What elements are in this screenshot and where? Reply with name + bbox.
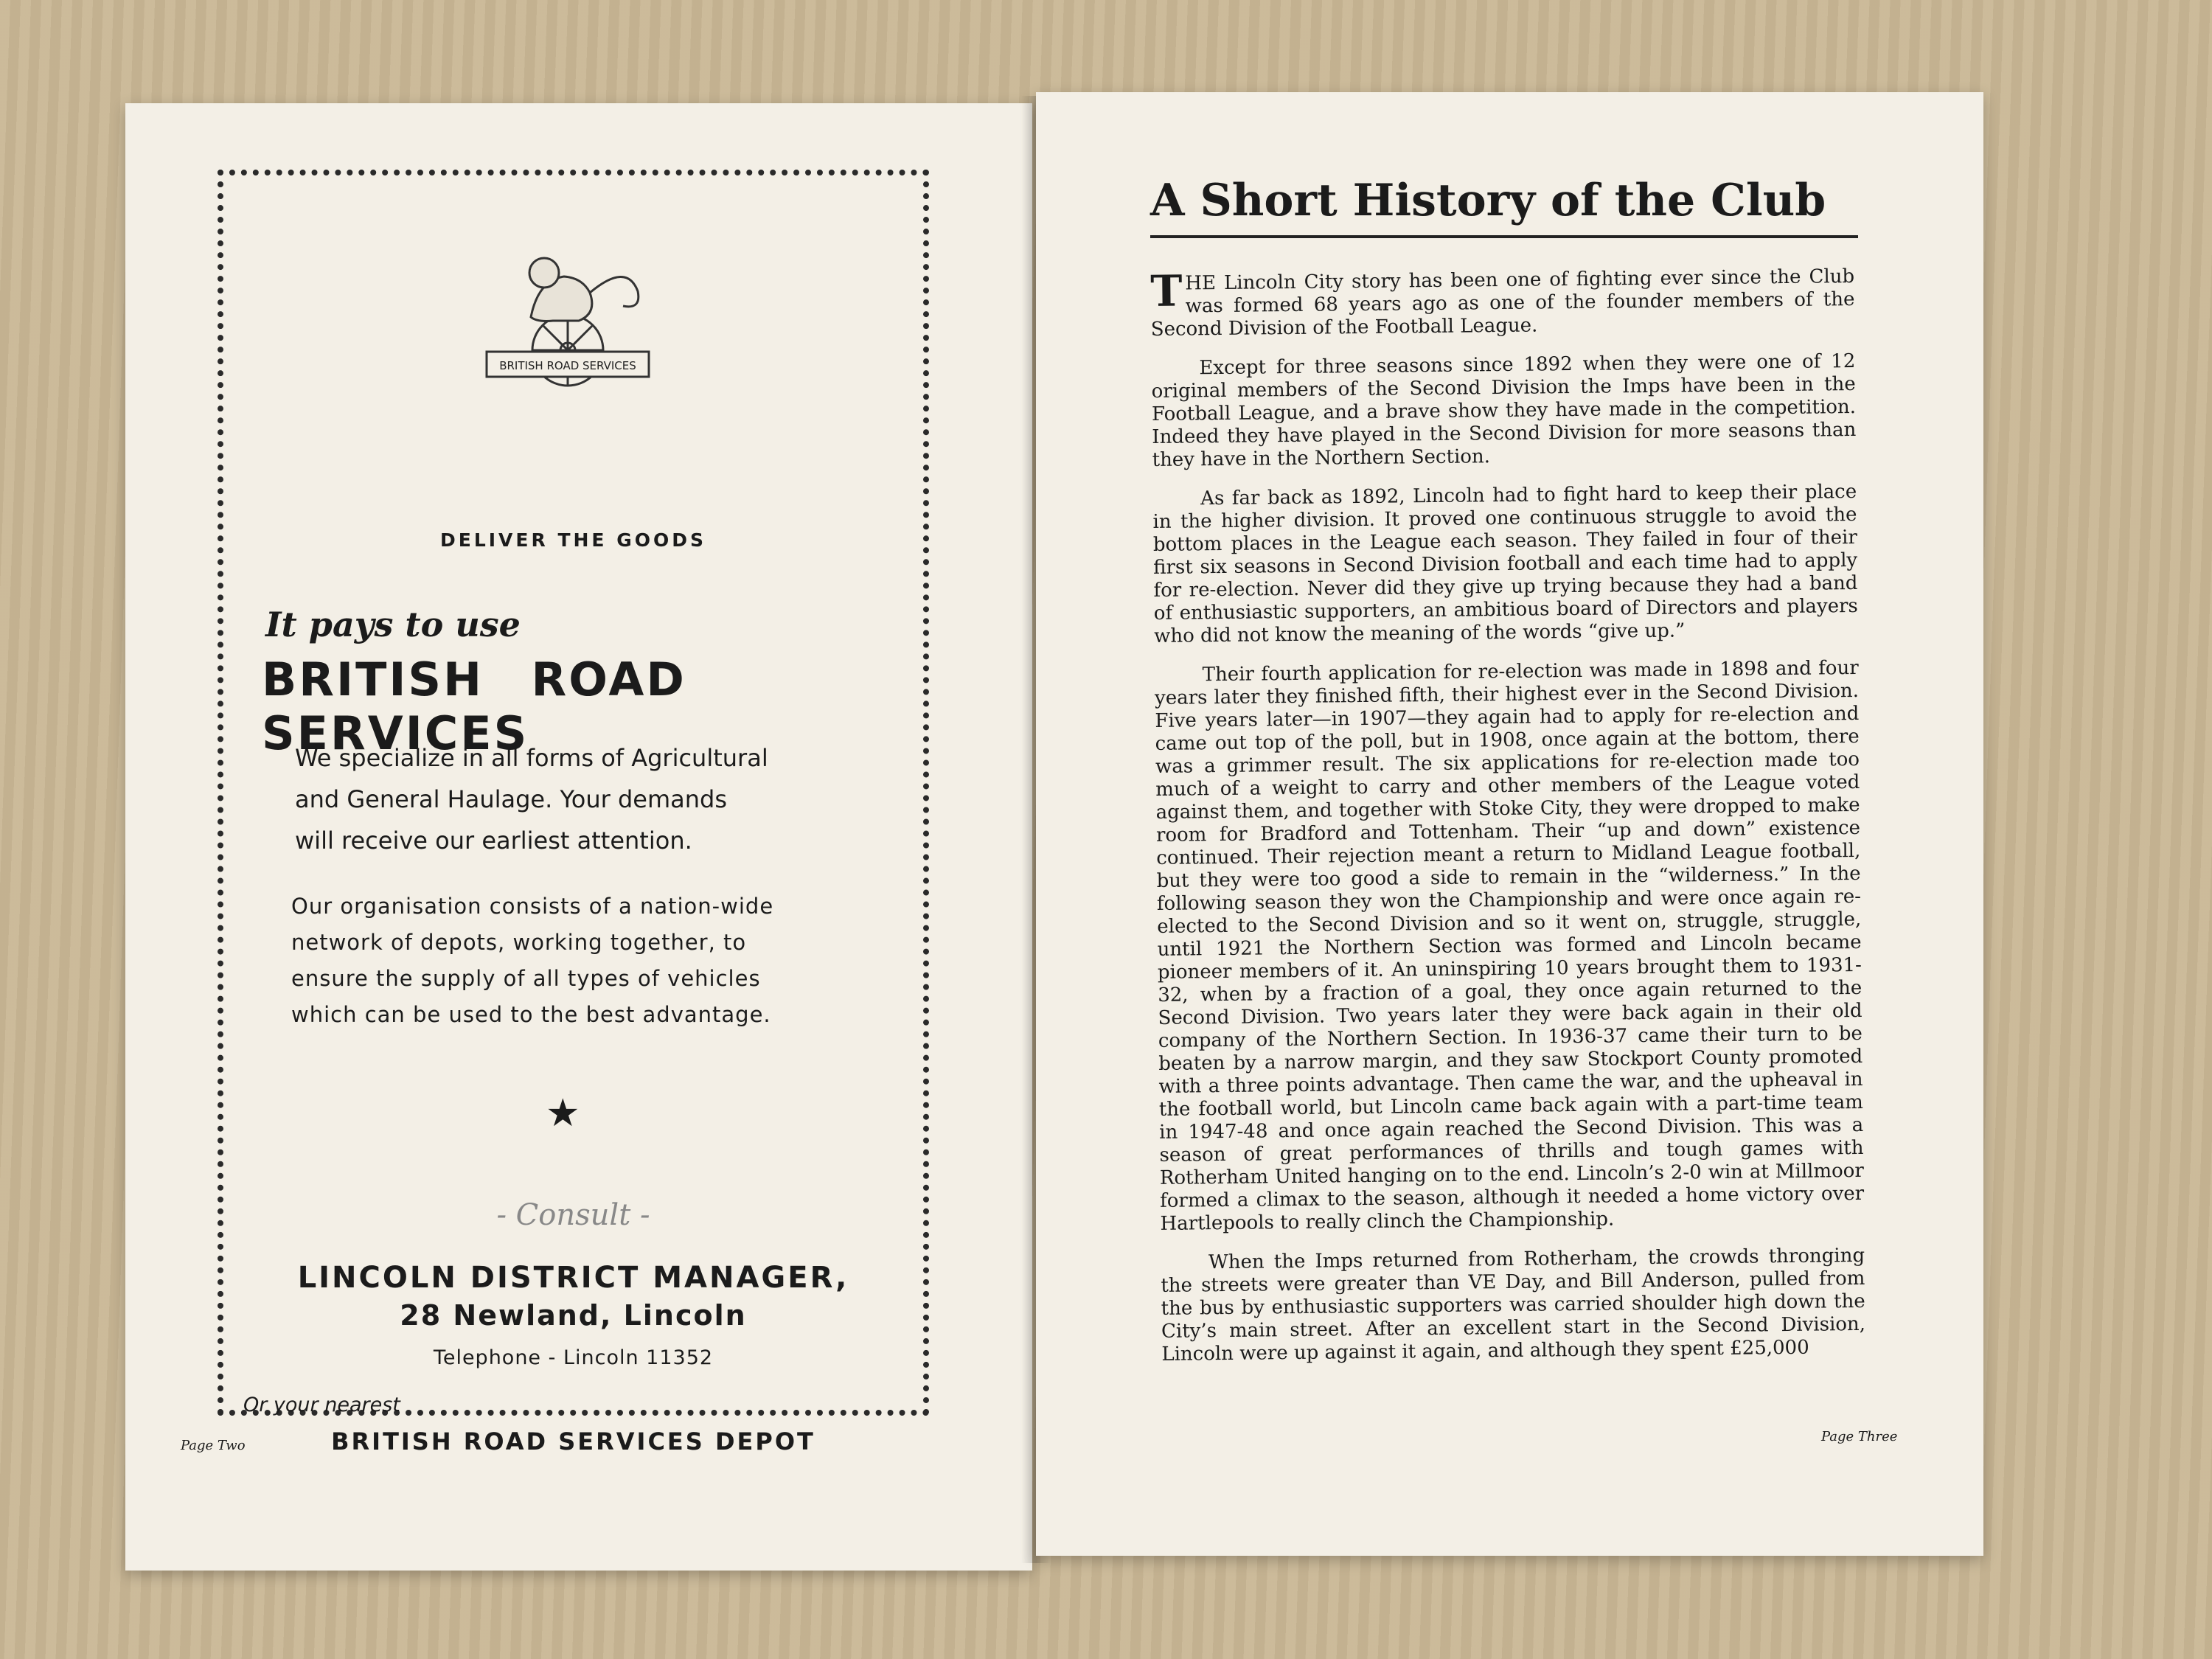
paragraph-4: Their fourth application for re-election was made in 1898 and four years later they finished fifth, their highest ever in the Second Division. Five years later—in 1907—they again had to apply for re-election and came out top of the poll, but in 1908, once again at the bottom, there was a grimmer result. The six applications for re-election made too much of a weight to carry and other members of the League voted against them, and together with Stoke City, they were dropped to make room for Bradford and Tottenham. Their “up and down” existence continued. Their rejection meant a return to Midland League football, but they were too good a side to remain in the “wilderness.” In the following season they won the Championship and were once again re-elected to the Second Division and so it went on, struggle, struggle, until 1921 the Northern Section was formed and Lincoln became pioneer members of it. An uninspiring 10 years brought them to 1931-32, when by a fraction of a goal, they once again returned to the Second Division. Two years later they were back again in their old company of the Northern Section. In 1936-37 came their turn to be beaten by a narrow margin, and they saw Stockport County promoted with a three points advantage. Then came the war, and the upheaval in the football world, but Lincoln came back again with a part-time team in 1947-48 and once again reached the Second Division. This was a season of great performances of thrills and tough games with Rotherham United hanging on to the end. Lincoln’s 2-0 win at Millmoor formed a climax to the season, although it needed a home victory over Hartlepools to really clinch the Championship. [1154,656,1865,1235]
paragraph-1-text: HE Lincoln City story has been one of fighting ever since the Club was formed 68 years ago as one of the founder members of the Second Division of the Football League. [1150,265,1855,341]
district-manager: LINCOLN DISTRICT MANAGER, [297,1261,849,1295]
telephone: Telephone - Lincoln 11352 [433,1346,714,1369]
article-body [1150,265,1866,1382]
haulage-paragraph: We specialize in all forms of Agricultural and General Haulage. Your demands will receive our earliest attention. [295,744,768,855]
page-number-left: Page Two [181,1438,246,1453]
depot-label: BRITISH ROAD SERVICES DEPOT [331,1427,815,1455]
tagline: DELIVER THE GOODS [440,529,706,551]
paragraph-2: Except for three seasons since 1892 when they were one of 12 original members of the Second Division the Imps have been in the Football League, and a brave show they have made in the competition. Indeed they have played in the Second Division for more seasons than they have in the Northern Section. [1151,349,1857,471]
nearest-label: Or your nearest [243,1394,400,1416]
address: 28 Newland, Lincoln [400,1299,747,1332]
it-pays-heading: It pays to use [265,605,521,644]
consult-label: - Consult - [496,1198,650,1232]
paragraph-5: When the Imps returned from Rotherham, the crowds thronging the streets were greater than VE Day, and Bill Anderson, pulled from the bus by enthusiastic supporters was carried shoulder high down the City’s main street. After an excellent start in the Second Division, Lincoln were up against it again, and although they spent £25,000 [1161,1244,1866,1366]
right-page [1036,92,1983,1556]
article-title: A Short History of the Club [1150,175,1858,238]
paragraph-1 [1150,265,1855,341]
drop-cap: T [1150,265,1183,316]
left-page [125,103,1032,1571]
paragraph-3: As far back as 1892, Lincoln had to fight hard to keep their place in the higher division. It proved one continuous struggle to avoid the bottom places in the League each season. They failed in four of their first six seasons in Second Division football and each time had to apply for re-election. Never did they give up trying because they had a band of enthusiastic supporters, an ambitious board of Directors and players who did not know the meaning of the words “give up.” [1152,480,1858,647]
logo-label: BRITISH ROAD SERVICES [499,359,636,372]
star-icon: ★ [546,1091,580,1135]
organisation-paragraph: Our organisation consists of a nation-wide network of depots, working together, to ensure the supply of all types of vehicles which can be used to the best advantage. [291,894,774,1027]
british-road-services-logo [479,247,656,394]
brand-title: BRITISH ROAD SERVICES [262,653,686,760]
page-number-right: Page Three [1821,1429,1898,1444]
